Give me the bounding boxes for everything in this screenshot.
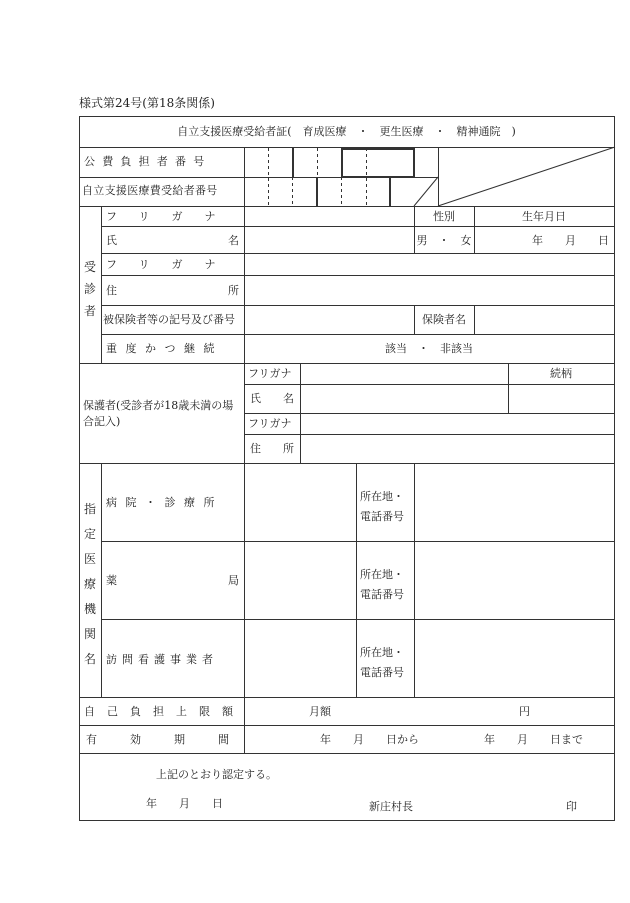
valid-period-label: 有効期間 [86,733,262,746]
visiting-nursing-label: 訪問看護事業者 [106,653,218,666]
dob-header: 生年月日 [522,210,566,223]
period-from: 年 月 日から [320,733,419,746]
sex-header: 性別 [433,210,455,223]
name-label: 氏名 [106,234,350,247]
nursing-location-phone-label: 所在地・電話番号 [360,646,404,679]
monthly-label: 月額 [309,705,331,718]
dob-format: 年 月 日 [532,234,609,247]
certified-statement: 上記のとおり認定する。 [156,768,277,781]
guardian-furigana-label-1: フリガナ [248,367,292,380]
recipient-number-label: 自立支援医療費受給者番号 [82,184,218,197]
hospital-location-phone-label: 所在地・電話番号 [360,490,404,523]
form-title: 自立支援医療受給者証( 育成医療 ・ 更生医療 ・ 精神通院 ) [177,125,516,138]
insured-number-label: 被保険者等の記号及び番号 [103,313,235,326]
payer-number-label: 公費負担者番号 [84,155,212,168]
applicable-options[interactable]: 該当 ・ 非該当 [385,342,473,355]
yen-label: 円 [519,705,530,718]
form-number: 様式第24号(第18条関係) [79,96,215,110]
severe-continuous-label: 重度かつ継続 [106,342,223,355]
furigana-label-1: フリガナ [106,210,238,223]
guardian-label: 保護者(受診者が18歳未満の場合記入) [83,399,234,428]
seal-mark: 印 [566,800,577,813]
sex-options[interactable]: 男 ・ 女 [416,234,472,247]
designated-institution-label: 指定医療機関名 [83,502,96,666]
furigana-label-2: フリガナ [106,258,238,271]
hospital-label: 病院・診療所 [106,496,223,509]
copay-limit-label: 自己負担上限額 [84,705,245,718]
guardian-name-label: 氏 名 [250,392,294,405]
period-to: 年 月 日まで [484,733,583,746]
pharmacy-label: 薬局 [106,574,350,587]
relationship-label: 続柄 [550,367,572,380]
pharmacy-location-phone-label: 所在地・電話番号 [360,568,404,601]
mayor-title: 新庄村長 [369,800,413,813]
guardian-address-label: 住 所 [250,442,294,455]
patient-label: 受診者 [83,260,96,318]
guardian-furigana-label-2: フリガナ [248,417,292,430]
certification-date: 年 月 日 [146,797,223,810]
insurer-name-label: 保険者名 [422,313,466,326]
address-label: 住所 [106,284,350,297]
